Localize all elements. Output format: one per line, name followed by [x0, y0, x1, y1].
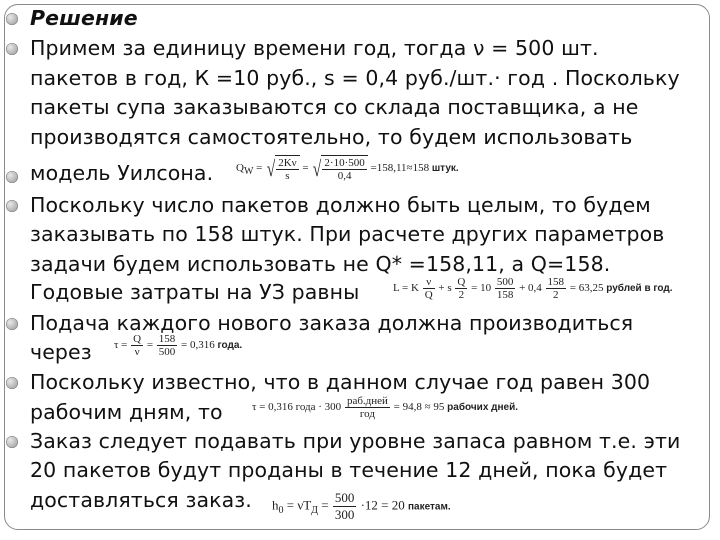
text-line: пакетов в год, К =10 руб., s = 0,4 руб./шт.· год . Поскольку [30, 66, 680, 90]
bullet-icon [6, 13, 18, 25]
interval-days-formula: τ = 0,316 года · 300 $\frac{\text{раб.дней}}{\text{год}}$ = 94,8 ≈ 95 рабочих дней. [252, 395, 519, 420]
bullet-icon [6, 43, 18, 55]
reorder-level-formula: $h_0 = \nu T_Д$ = $\frac{500}{300}$ ·12 = 20 пакетам. [272, 490, 451, 522]
text-line: Поскольку число пакетов должно быть целым, то будем [30, 193, 651, 217]
text-line: модель Уилсона. [30, 161, 214, 185]
bullet-icon [6, 377, 18, 389]
text-line: 20 пакетов будут проданы в течение 12 дней, пока будет [30, 458, 668, 482]
text-line: производятся самостоятельно, то будем использовать [30, 125, 633, 149]
text-line: Заказ следует подавать при уровне запаса равном т.е. эти [30, 429, 681, 453]
text-line: через [30, 340, 92, 364]
annual-cost-formula: L = K $\frac{\nu}{Q}$ + s $\frac{Q}{2}$ = 10 $\frac{500}{158}$ + 0,4 $\frac{158}{2}$ = 63,25 рублей в год. [393, 276, 673, 301]
text-line: пакеты супа заказываются со склада поставщика, а не [30, 95, 639, 119]
bullet-icon [6, 200, 18, 212]
text-line: рабочим дням, то [30, 400, 223, 424]
text-line: Годовые затраты на УЗ равны [30, 280, 360, 304]
text-line: Подача каждого нового заказа должна производиться [30, 311, 634, 335]
order-interval-formula: τ = $\frac{Q}{\nu}$ = $\frac{158}{500}$ = 0,316 года. [114, 333, 243, 358]
bullet-icon [6, 318, 18, 330]
section-heading: Решение [30, 6, 138, 30]
bullet-icon [6, 436, 18, 448]
text-line: заказывать по 158 штук. При расчете других параметров [30, 222, 665, 246]
text-line: Примем за единицу времени год, тогда ν = 500 шт. [30, 36, 599, 60]
text-line: доставляться заказ. [30, 488, 252, 512]
wilson-formula: $Q_W$ = √ $\frac{2K\nu}{s}$ = √ $\frac{2\cdot 10\cdot 500}{0,4}$ =158,11≈158 штук. [236, 155, 459, 182]
text-line: задачи будем использовать не Q* =158,11, а Q=158. [30, 252, 611, 276]
bullet-icon [6, 171, 18, 183]
text-line: Поскольку известно, что в данном случае год равен 300 [30, 370, 651, 394]
